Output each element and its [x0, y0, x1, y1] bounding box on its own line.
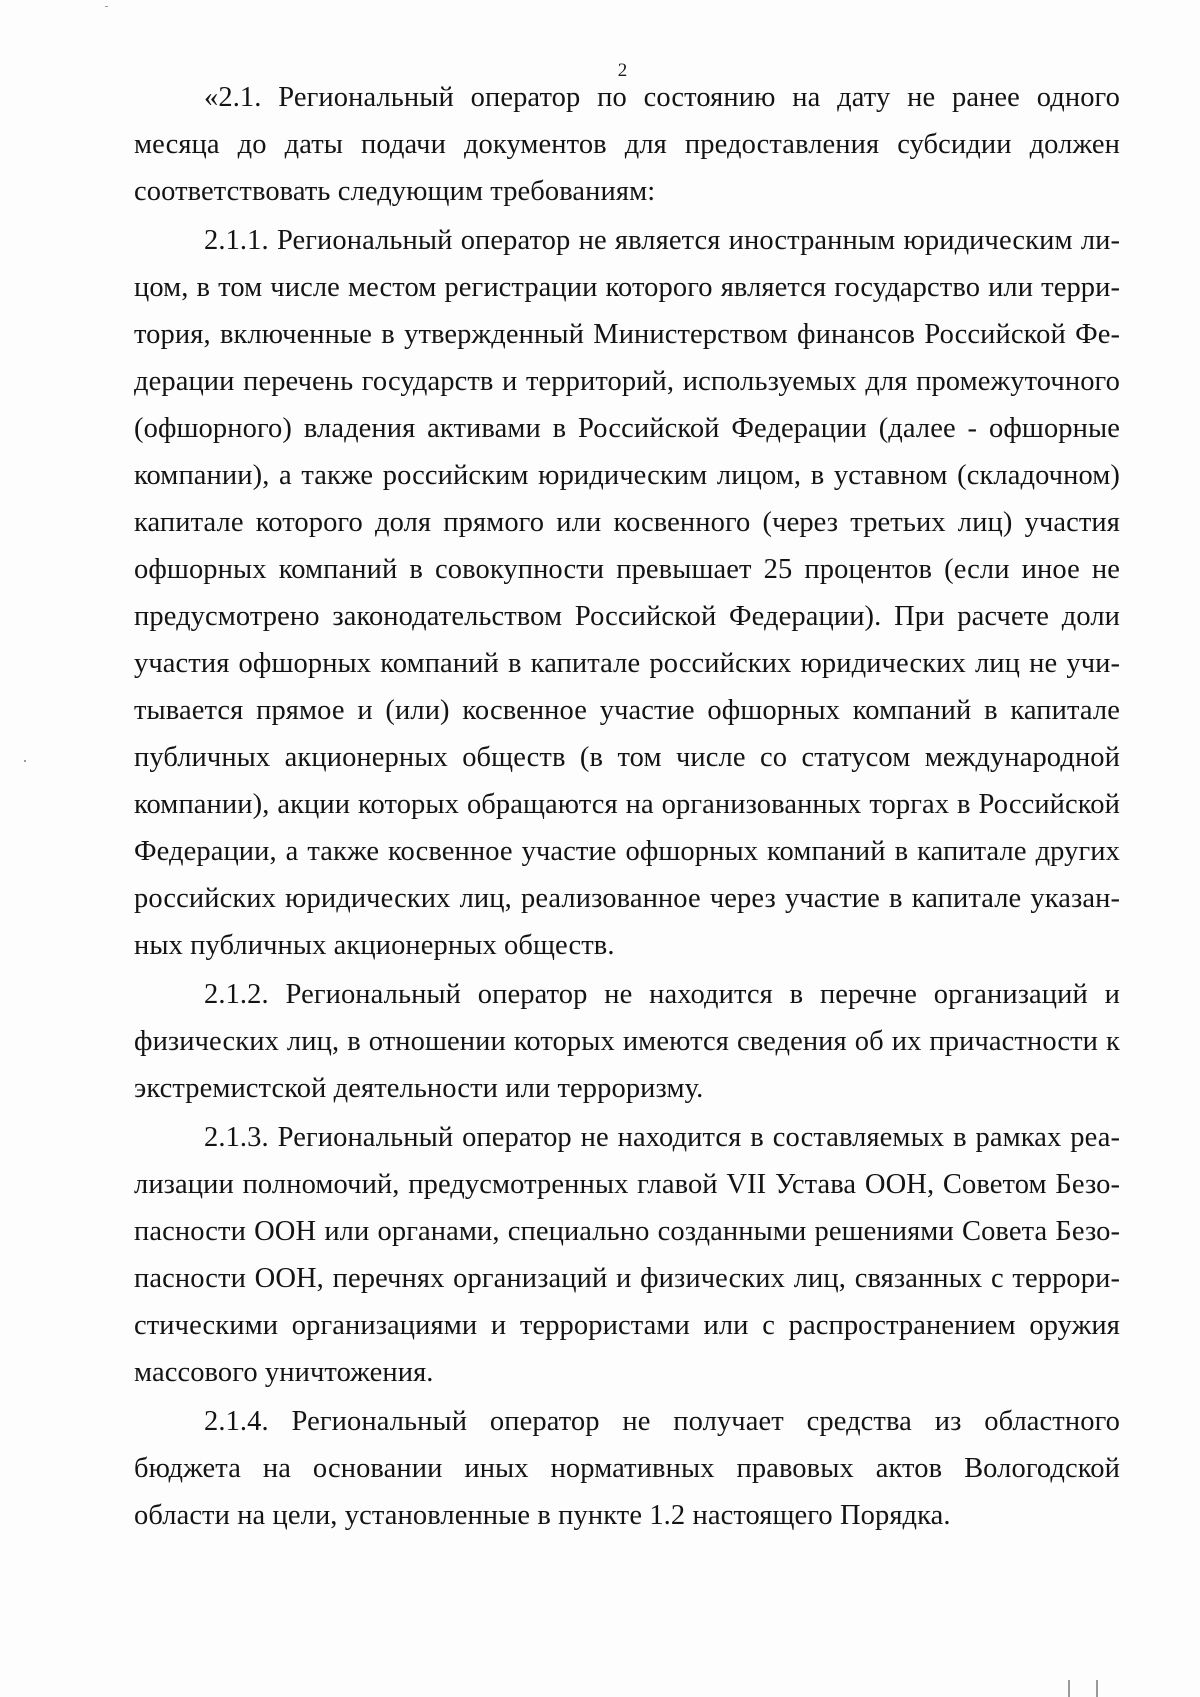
paragraph-2-1-3: 2.1.3. Региональный оператор не находится в составляемых в рамках реализации полномочий, предусмотренных главой VII Устава ООН, Советом Безопасности ООН или органами, специально созданными решениями Совета Безопасности ООН, перечнях организаций и физических лиц, связанных с террористическими организациями и террористами или с распространением оружия массового уничтожения.	[134, 1122, 1120, 1388]
paragraph-2-1-1: 2.1.1. Региональный оператор не является иностранным юридическим лицом, в том числе местом регистрации которого является государство или территория, включенные в утвержденный Министерством финансов Российской Федерации перечень государств и территорий, используемых для промежуточного (офшорного) владения активами в Российской Федерации (далее - офшорные компании), а также российским юридическим лицом, в уставном (складочном) капитале которого доля прямого или косвенного (через третьих лиц) участия офшорных компаний в совокупности превышает 25 процентов (если иное не предусмотрено законодательством Российской Федерации). При расчете доли участия офшорных компаний в капитале российских юридических лиц не учитывается прямое и (или) косвенное участие офшорных компаний в капитале публичных акционерных обществ (в том числе со статусом международной компании), акции которых обращаются на организованных торгах в Российской Федерации, а также косвенное участие офшорных компаний в капитале других российских юридических лиц, реализованное через участие в капитале указанных публичных акционерных обществ.	[134, 225, 1120, 961]
paragraph-2-1: «2.1. Региональный оператор по состоянию на дату не ранее одного месяца до даты подачи документов для предоставления субсидии должен соответствовать следующим требованиям:	[134, 82, 1120, 207]
scan-artifact-top	[105, 6, 108, 7]
page-number: 2	[617, 60, 628, 81]
scan-artifact-left	[24, 760, 26, 762]
scan-artifact-bottom-right	[1068, 1680, 1098, 1697]
paragraph-2-1-4: 2.1.4. Региональный оператор не получает средства из областного бюджета на основании иных нормативных правовых актов Вологодской области на цели, установленные в пункте 1.2 настоящего Порядка.	[134, 1406, 1120, 1531]
document-body	[134, 74, 1120, 1541]
paragraph-2-1-2: 2.1.2. Региональный оператор не находится в перечне организаций и физических лиц, в отношении которых имеются сведения об их причастности к экстремистской деятельности или терроризму.	[134, 979, 1120, 1104]
